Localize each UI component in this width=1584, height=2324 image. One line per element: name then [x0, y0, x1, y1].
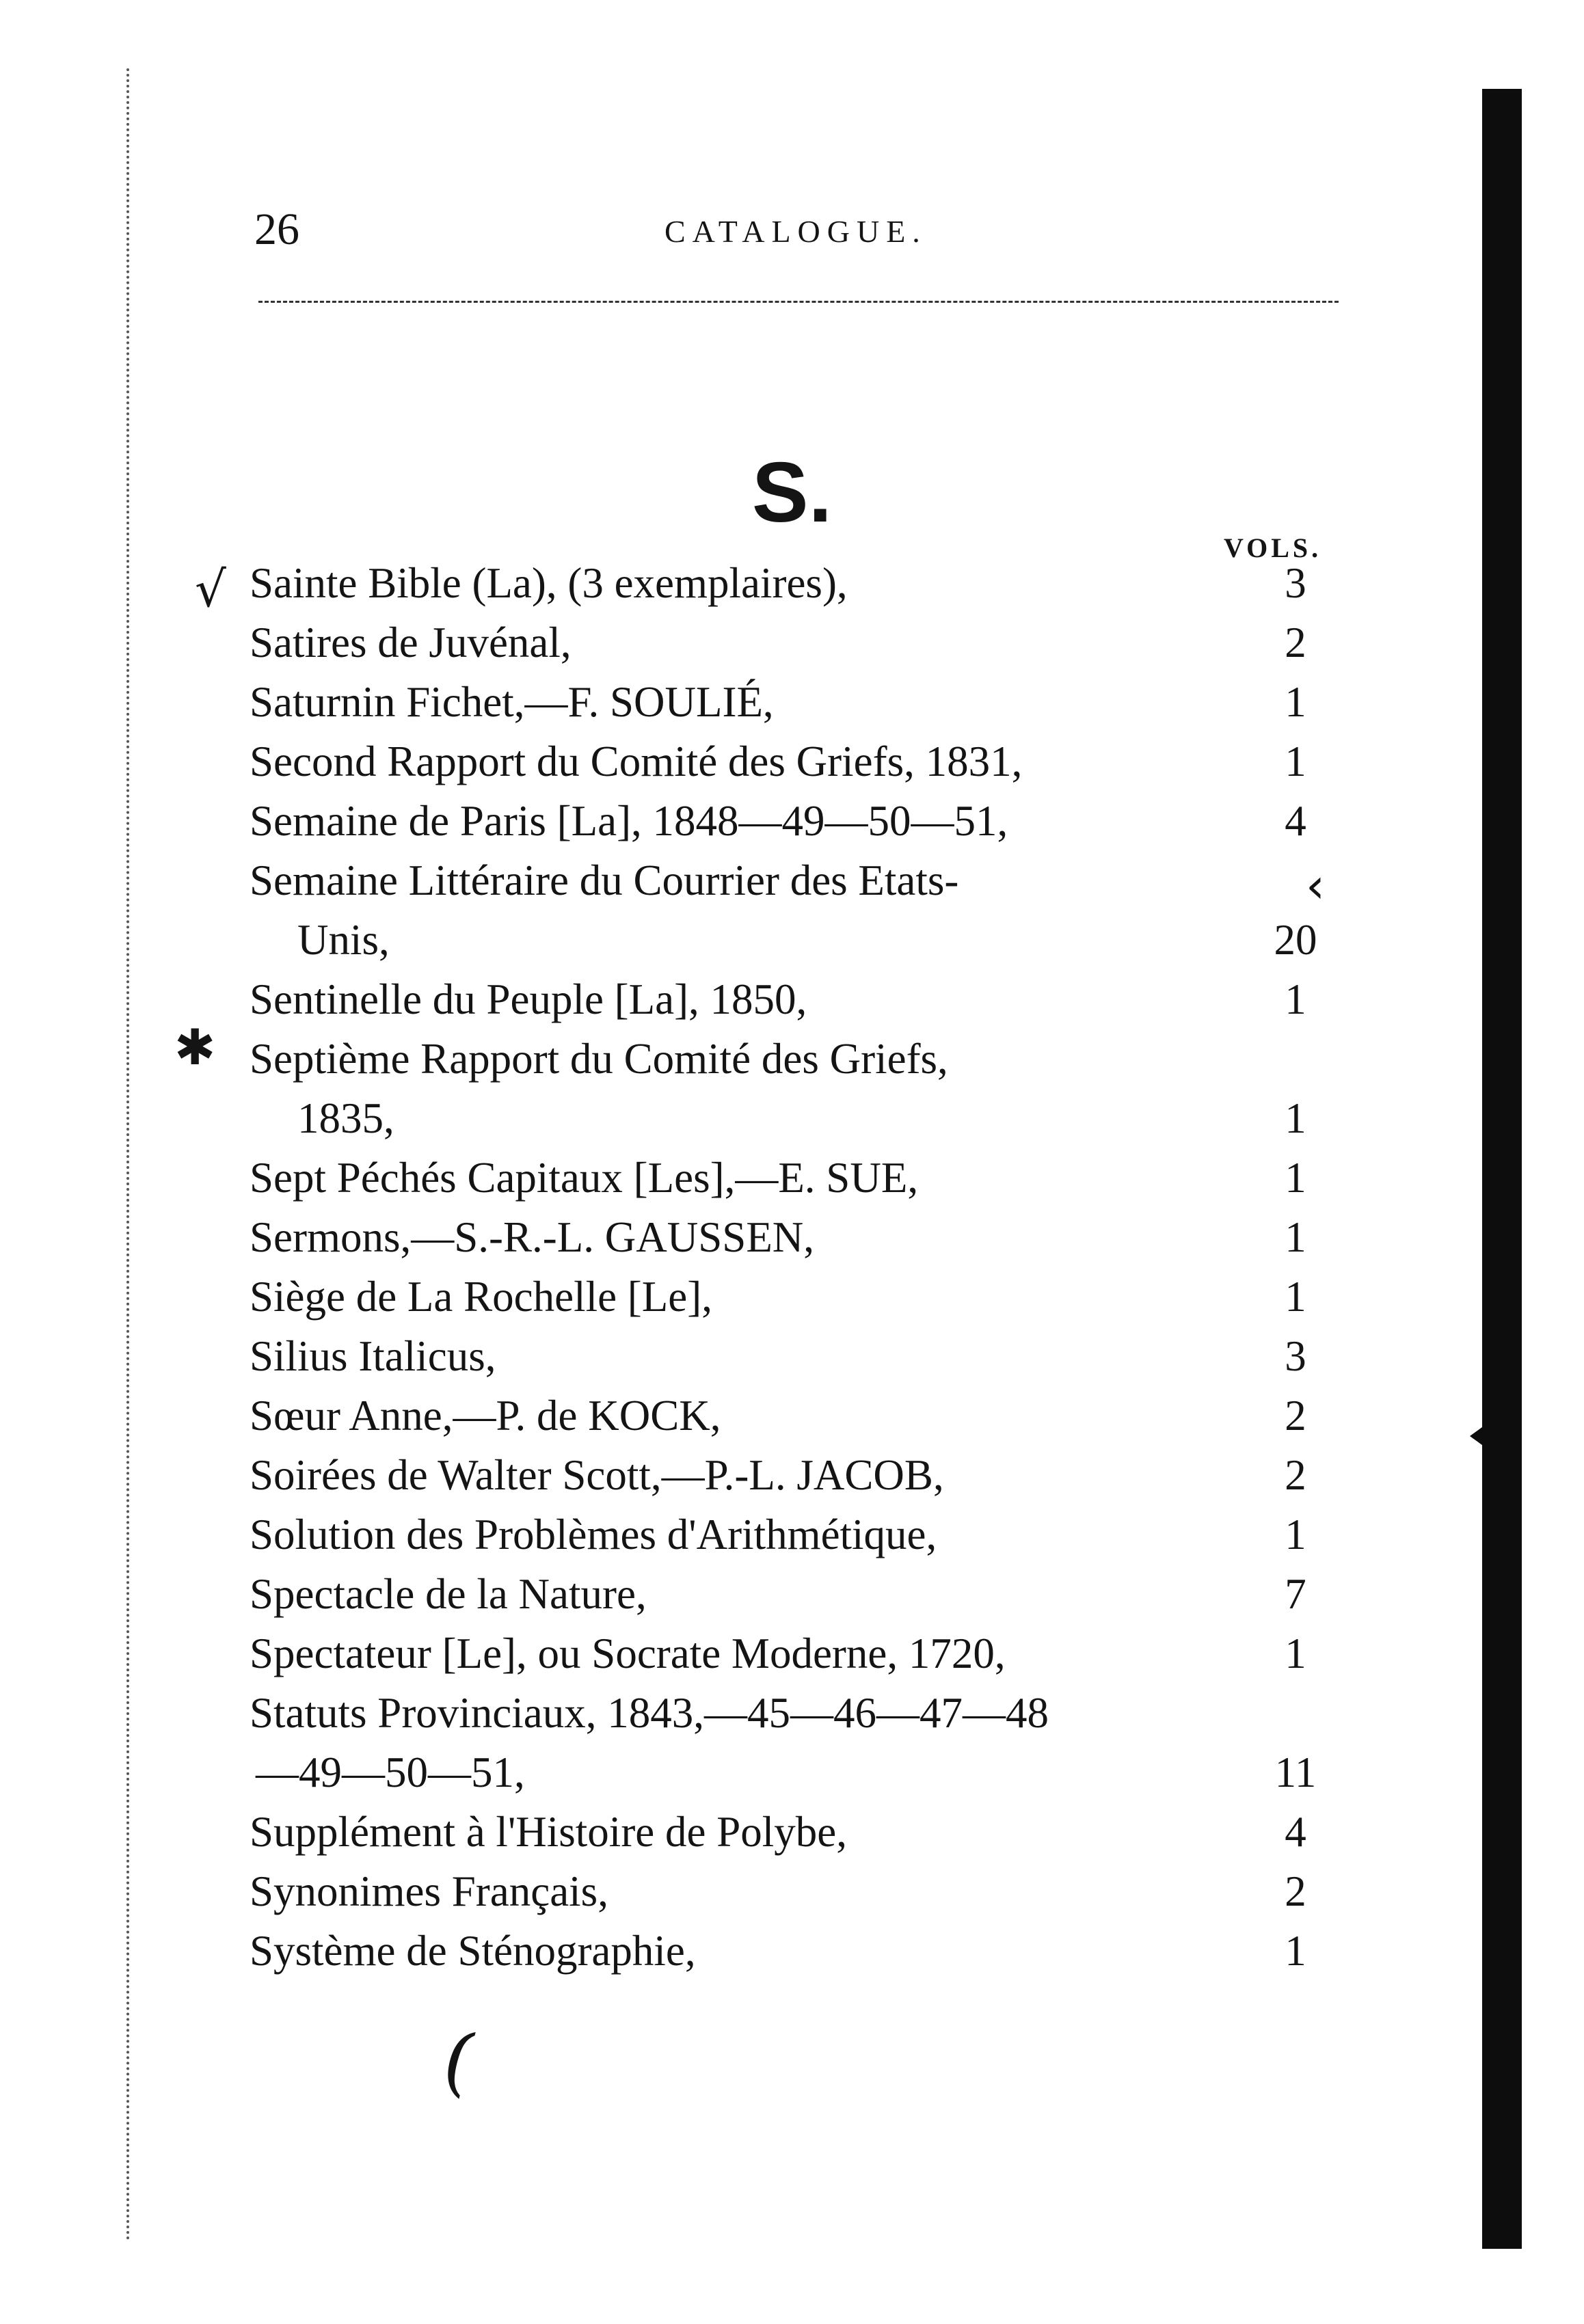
- catalogue-entry: [0, 1327, 1584, 1386]
- entry-title: Système de Sténographie,: [250, 1927, 696, 1975]
- catalogue-entry-continuation: [0, 1089, 1584, 1148]
- catalogue-entry: [0, 1208, 1584, 1267]
- catalogue-entry: [0, 1921, 1584, 1981]
- running-title: CATALOGUE.: [665, 214, 927, 249]
- entry-title: Semaine Littéraire du Courrier des Etats-: [250, 856, 959, 904]
- entry-title: —49—50—51,: [256, 1748, 525, 1796]
- catalogue-entry-continuation: [0, 1743, 1584, 1802]
- entry-vols: 4: [1285, 1808, 1306, 1856]
- page-header: [254, 204, 1334, 269]
- entry-vols: 1: [1285, 975, 1306, 1023]
- entry-title: Synonimes Français,: [250, 1867, 608, 1915]
- entry-title: Unis,: [297, 916, 390, 964]
- catalogue-entry: [0, 1565, 1584, 1624]
- entry-vols: 1: [1285, 1511, 1306, 1558]
- entry-vols: 1: [1285, 678, 1306, 726]
- entry-vols: 2: [1285, 1451, 1306, 1499]
- catalogue-entry: [0, 851, 1584, 910]
- catalogue-entries: [0, 554, 1584, 1981]
- entry-vols: 1: [1285, 1154, 1306, 1202]
- section-heading: S.: [751, 446, 833, 540]
- catalogue-entry: [0, 1802, 1584, 1862]
- entry-title: Sermons,—S.-R.-L. GAUSSEN,: [250, 1213, 815, 1261]
- catalogue-entry-continuation: [0, 910, 1584, 970]
- catalogue-entry: [0, 1386, 1584, 1446]
- entry-title: Second Rapport du Comité des Griefs, 1831,: [250, 738, 1023, 785]
- catalogue-entry: [0, 1029, 1584, 1089]
- entry-title: Supplément à l'Histoire de Polybe,: [250, 1808, 847, 1856]
- entry-title: Saturnin Fichet,—F. SOULIÉ,: [250, 678, 774, 726]
- entry-vols: 2: [1285, 1392, 1306, 1440]
- entry-title: Statuts Provinciaux, 1843,—45—46—47—48: [250, 1689, 1049, 1737]
- catalogue-entry: [0, 1684, 1584, 1743]
- entry-vols: [1224, 851, 1367, 910]
- entry-title: Sept Péchés Capitaux [Les],—E. SUE,: [250, 1154, 919, 1202]
- catalogue-entry: [0, 1267, 1584, 1327]
- entry-vols: 11: [1274, 1748, 1317, 1796]
- catalogue-entry: [0, 1862, 1584, 1921]
- catalogue-entry: [0, 613, 1584, 673]
- handwritten-asterisk-icon: ✱: [174, 1018, 216, 1076]
- entry-title: Siège de La Rochelle [Le],: [250, 1273, 712, 1321]
- entry-vols: 1: [1285, 1630, 1306, 1677]
- handwritten-stroke-icon: (: [434, 2014, 484, 2107]
- entry-title: Satires de Juvénal,: [250, 619, 572, 666]
- entry-vols: [1224, 1029, 1367, 1089]
- entry-title: Semaine de Paris [La], 1848—49—50—51,: [250, 797, 1008, 845]
- catalogue-entry: [0, 792, 1584, 851]
- catalogue-entry: [0, 1148, 1584, 1208]
- entry-vols: 1: [1285, 1927, 1306, 1975]
- entry-title: Spectacle de la Nature,: [250, 1570, 647, 1618]
- entry-title: Silius Italicus,: [250, 1332, 496, 1380]
- catalogue-entry: [0, 1446, 1584, 1505]
- entry-title: Sainte Bible (La), (3 exemplaires),: [250, 559, 848, 607]
- catalogue-entry: [0, 673, 1584, 732]
- entry-vols: 4: [1285, 797, 1306, 845]
- entry-title: Sentinelle du Peuple [La], 1850,: [250, 975, 807, 1023]
- entry-vols: 1: [1285, 1094, 1306, 1142]
- header-rule: [258, 301, 1339, 303]
- entry-vols: 20: [1274, 916, 1317, 964]
- entry-title: Solution des Problèmes d'Arithmétique,: [250, 1511, 937, 1558]
- catalogue-entry: [0, 1505, 1584, 1565]
- catalogue-entry: [0, 970, 1584, 1029]
- page-number: 26: [254, 204, 299, 254]
- catalogue-entry: [0, 732, 1584, 792]
- entry-vols: [1224, 1684, 1367, 1743]
- entry-title: Spectateur [Le], ou Socrate Moderne, 1720,: [250, 1630, 1006, 1677]
- catalogue-entry: [0, 554, 1584, 613]
- entry-vols: 2: [1285, 619, 1306, 666]
- entry-vols: 2: [1285, 1867, 1306, 1915]
- catalogue-entry: [0, 1624, 1584, 1684]
- entry-vols: 1: [1285, 1213, 1306, 1261]
- handwritten-tick-icon: ‹: [1306, 858, 1325, 914]
- entry-title: 1835,: [297, 1094, 394, 1142]
- vols-column-label: VOLS.: [1224, 532, 1322, 563]
- entry-vols: 3: [1285, 1332, 1306, 1380]
- entry-vols: 3: [1285, 559, 1306, 607]
- entry-title: Soirées de Walter Scott,—P.-L. JACOB,: [250, 1451, 944, 1499]
- entry-title: Sœur Anne,—P. de KOCK,: [250, 1392, 721, 1440]
- entry-vols: 1: [1285, 1273, 1306, 1321]
- entry-vols: 7: [1285, 1570, 1306, 1618]
- entry-vols: 1: [1285, 738, 1306, 785]
- entry-title: Septième Rapport du Comité des Griefs,: [250, 1035, 948, 1083]
- handwritten-check-icon: √: [195, 560, 226, 618]
